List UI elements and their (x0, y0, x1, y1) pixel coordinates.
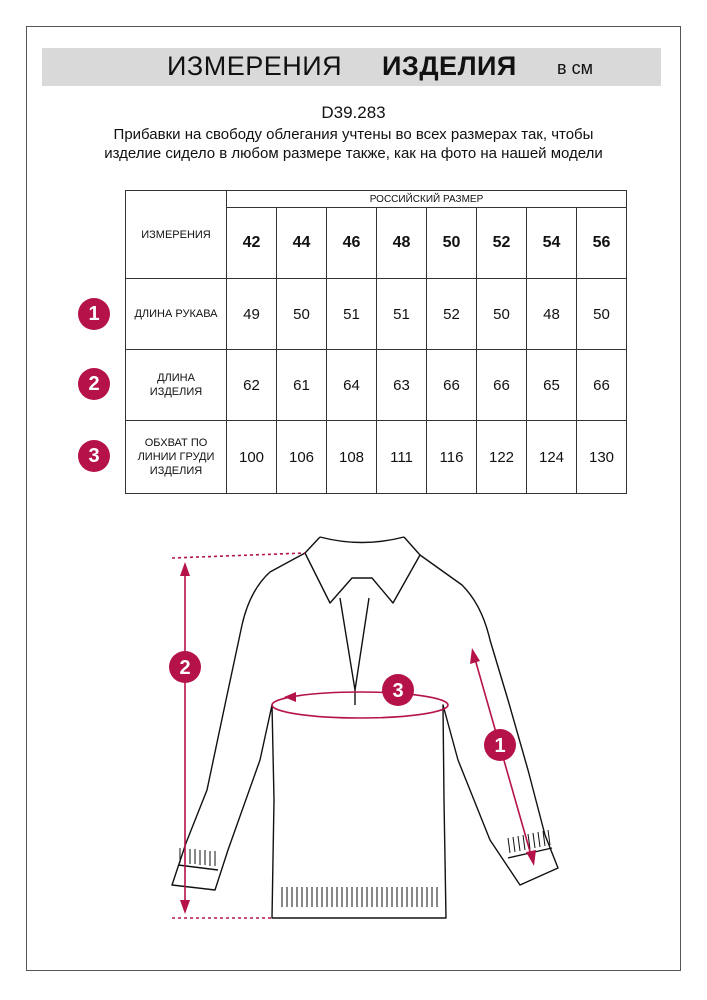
size-table (125, 190, 627, 494)
svg-text:2: 2 (179, 657, 191, 679)
table-cell: 111 (377, 421, 427, 494)
row-marker-1: 1 (78, 298, 110, 330)
table-row-product-length (126, 350, 627, 421)
table-cell: 64 (327, 350, 377, 421)
table-row-sleeve-length (126, 279, 627, 350)
table-cell: 65 (527, 350, 577, 421)
row-label-chest-girth: ОБХВАТ ПО ЛИНИИ ГРУДИ ИЗДЕЛИЯ (126, 421, 227, 494)
row-label-product-length: ДЛИНА ИЗДЕЛИЯ (126, 350, 227, 421)
header-band (42, 48, 661, 86)
header-unit: в см (557, 58, 593, 78)
fit-note: Прибавки на свободу облегания учтены во всех размерах так, чтобы изделие сидело в любом размере также, как на фото на нашей модели (104, 126, 603, 162)
table-cell: 63 (377, 350, 427, 421)
shirt-outline (172, 537, 558, 918)
table-cell: 122 (477, 421, 527, 494)
table-cell: 61 (277, 350, 327, 421)
table-cell: 66 (577, 350, 627, 421)
table-cell: 108 (327, 421, 377, 494)
table-cell: 66 (477, 350, 527, 421)
row-marker-3: 3 (78, 440, 110, 472)
russian-size-header: РОССИЙСКИЙ РАЗМЕР (227, 191, 627, 208)
row-marker-2: 2 (78, 368, 110, 400)
row-label-sleeve-length: ДЛИНА РУКАВА (126, 279, 227, 350)
table-cell: 52 (427, 279, 477, 350)
table-cell: 100 (227, 421, 277, 494)
table-cell: 50 (277, 279, 327, 350)
size-44: 44 (277, 208, 327, 279)
table-cell: 124 (527, 421, 577, 494)
table-cell: 50 (577, 279, 627, 350)
hem-ribbing (180, 830, 550, 907)
svg-text:1: 1 (494, 735, 506, 757)
size-46: 46 (327, 208, 377, 279)
size-54: 54 (527, 208, 577, 279)
header-title-measurements: ИЗМЕРЕНИЯ (167, 51, 343, 81)
table-row-chest-girth (126, 421, 627, 494)
size-42: 42 (227, 208, 277, 279)
table-cell: 106 (277, 421, 327, 494)
article-number: D39.283 (321, 103, 386, 122)
chest-ellipse (272, 692, 448, 718)
size-52: 52 (477, 208, 527, 279)
table-cell: 62 (227, 350, 277, 421)
table-cell: 51 (327, 279, 377, 350)
garment-diagram (0, 520, 707, 930)
table-cell: 130 (577, 421, 627, 494)
diagram-markers (169, 651, 516, 761)
table-cell: 66 (427, 350, 477, 421)
size-56: 56 (577, 208, 627, 279)
header-title-product: ИЗДЕЛИЯ (382, 51, 517, 81)
corner-label: ИЗМЕРЕНИЯ (126, 191, 227, 279)
table-cell: 116 (427, 421, 477, 494)
table-cell: 51 (377, 279, 427, 350)
table-cell: 50 (477, 279, 527, 350)
guide-top-line (172, 553, 305, 558)
size-50: 50 (427, 208, 477, 279)
table-cell: 48 (527, 279, 577, 350)
svg-text:3: 3 (392, 680, 404, 702)
measurement-guides (172, 553, 536, 918)
table-cell: 49 (227, 279, 277, 350)
size-48: 48 (377, 208, 427, 279)
